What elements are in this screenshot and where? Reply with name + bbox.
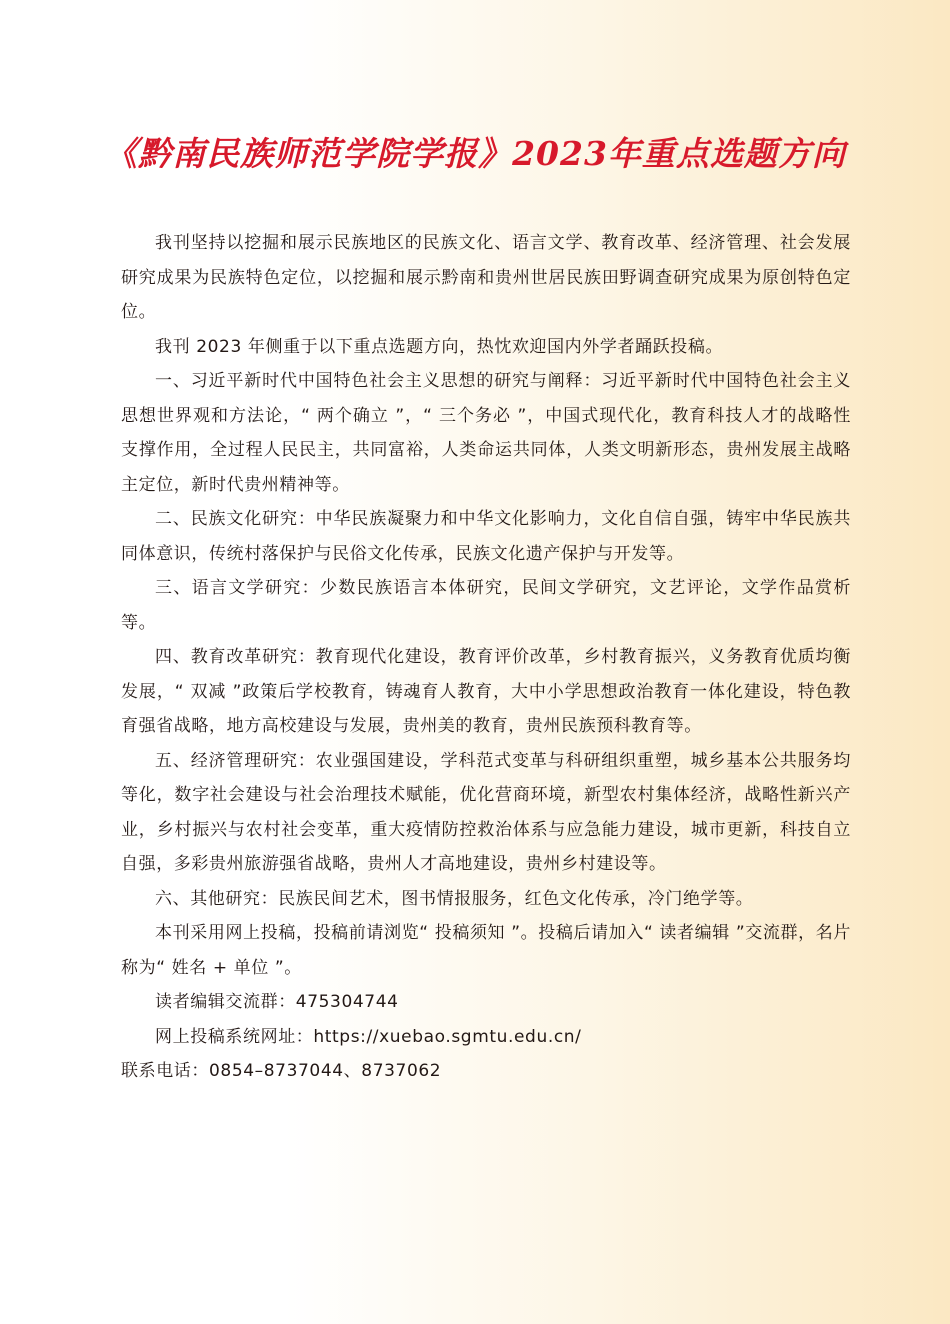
submission-instructions: 本刊采用网上投稿，投稿前请浏览“ 投稿须知 ”。投稿后请加入“ 读者编辑 ”交流群，名片称为“ 姓名 + 单位 ”。 [121, 923, 851, 978]
topic-xi-thought: 一、习近平新时代中国特色社会主义思想的研究与阐释：习近平新时代中国特色社会主义思想世界观和方法论，“ 两个确立 ”，“ 三个务必 ”，中国式现代化，教育科技人才的战略性支撑作用，全过程人民民主，共同富裕，人类命运共同体，人类文明新形态，贵州发展主战略主定位，新时代贵州精神等。 [121, 371, 851, 495]
topic-ethnic-culture: 二、民族文化研究：中华民族凝聚力和中华文化影响力，文化自信自强，铸牢中华民族共同体意识，传统村落保护与民俗文化传承，民族文化遗产保护与开发等。 [121, 509, 851, 564]
page-title: 《黔南民族师范学院学报》2023年重点选题方向 [104, 134, 846, 173]
contact-phone: 联系电话：0854–8737044、8737062 [121, 1061, 442, 1081]
topic-education-reform: 四、教育改革研究：教育现代化建设，教育评价改革，乡村教育振兴，义务教育优质均衡发展，“ 双减 ”政策后学校教育，铸魂育人教育，大中小学思想政治教育一体化建设，特色教育强省战略，地方高校建设与发展，贵州美的教育，贵州民族预科教育等。 [121, 647, 851, 736]
intro-paragraph: 我刊坚持以挖掘和展示民族地区的民族文化、语言文学、教育改革、经济管理、社会发展研究成果为民族特色定位，以挖掘和展示黔南和贵州世居民族田野调查研究成果为原创特色定位。 [121, 233, 851, 322]
topic-language-literature: 三、语言文学研究：少数民族语言本体研究，民间文学研究，文艺评论，文学作品赏析等。 [121, 578, 851, 633]
topic-economic-management: 五、经济管理研究：农业强国建设，学科范式变革与科研组织重塑，城乡基本公共服务均等化，数字社会建设与社会治理技术赋能，优化营商环境，新型农村集体经济，战略性新兴产业，乡村振兴与农村社会变革，重大疫情防控救治体系与应急能力建设，城市更新，科技自立自强，多彩贵州旅游强省战略，贵州人才高地建设，贵州乡村建设等。 [121, 750, 851, 874]
topic-other-research: 六、其他研究：民族民间艺术，图书情报服务，红色文化传承，冷门绝学等。 [155, 888, 754, 909]
notice-body [121, 226, 851, 1089]
call-for-papers-paragraph: 我刊 2023 年侧重于以下重点选题方向，热忱欢迎国内外学者踊跃投稿。 [155, 336, 724, 357]
submission-website: 网上投稿系统网址：https://xuebao.sgmtu.edu.cn/ [155, 1026, 582, 1047]
reader-group-number: 读者编辑交流群：475304744 [155, 992, 399, 1012]
